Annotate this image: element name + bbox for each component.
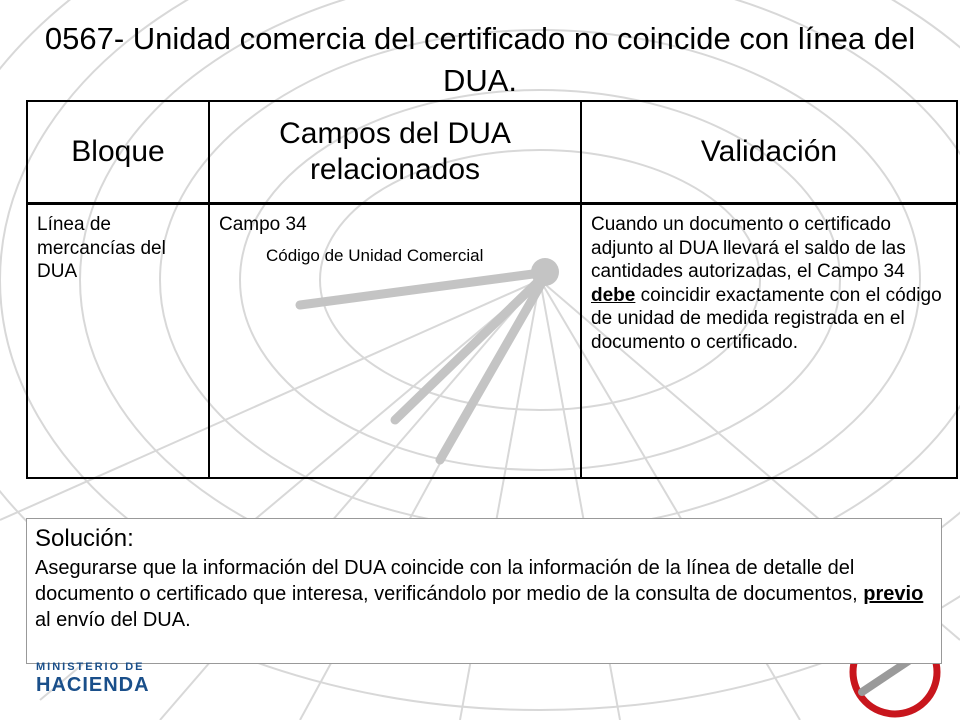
solution-text-1: Asegurarse que la información del DUA coincide con la información de la línea de detalle del documento o certificado que interesa, verificándolo por medio de la consulta de documentos, [35, 557, 864, 605]
table-row [27, 204, 957, 479]
solution-text-2: al envío del DUA. [35, 609, 191, 631]
cell-campos [209, 204, 581, 479]
cell-validacion [581, 204, 957, 479]
header-bloque: Bloque [27, 101, 209, 204]
solution-emphasis: previo [863, 583, 924, 605]
solution-box [26, 518, 942, 664]
validacion-emphasis: debe [591, 284, 636, 306]
campo-label: Campo 34 [219, 214, 307, 235]
validation-table [26, 100, 958, 479]
logo-line-2: HACIENDA [36, 674, 150, 696]
table-header-row [27, 101, 957, 204]
logo-line-1: MINISTERIO DE [36, 661, 145, 673]
page-title: 0567- Unidad comercia del certificado no coincide con línea del DUA. [44, 21, 916, 98]
solution-text [35, 555, 941, 633]
solution-title: Solución: [35, 525, 134, 552]
ministerio-hacienda-logo [36, 660, 150, 696]
validacion-text-1: Cuando un documento o certificado adjunto al DUA llevará el saldo de las cantidades autorizadas, el Campo 34 [591, 214, 906, 282]
campo-detalle: Código de Unidad Comercial [266, 245, 484, 265]
header-validacion: Validación [581, 101, 957, 204]
cell-bloque: Línea de mercancías del DUA [27, 204, 209, 479]
header-campos: Campos del DUA relacionados [209, 101, 581, 204]
validacion-text-2: coincidir exactamente con el código de unidad de medida registrada en el documento o certificado. [591, 284, 942, 353]
